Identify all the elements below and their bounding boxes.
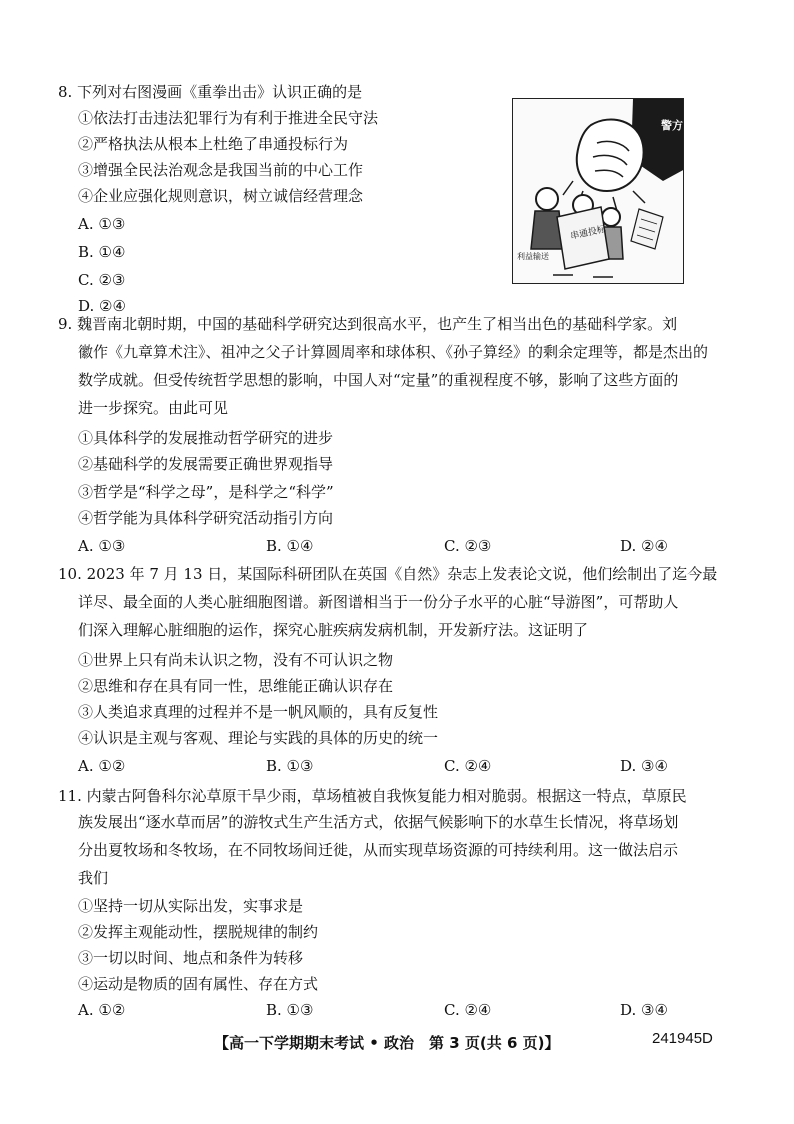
paper-label: 串通投标 [569,224,607,242]
q10-stem-line-2: 详尽、最全面的人类心脏细胞图谱。新图谱相当于一份分子水平的心脏“导游图”，可帮助人 [78,593,679,611]
q8-stem: 8. 下列对右图漫画《重拳出击》认识正确的是 [58,83,363,101]
q9-option-c: C. ②③ [444,537,492,555]
q9-item-3: ③哲学是“科学之母”，是科学之“科学” [78,483,334,501]
q10-option-b: B. ①③ [266,757,314,775]
person-left-head [536,188,558,210]
q11-option-d: D. ③④ [620,1001,668,1019]
q11-item-2: ②发挥主观能动性，摆脱规律的制约 [78,923,319,941]
q11-item-4: ④运动是物质的固有属性、存在方式 [78,975,319,993]
ground-lines [553,275,613,277]
q8-option-b: B. ①④ [78,243,126,261]
person-right-head [602,208,620,226]
q11-stem-line-2: 族发展出“逐水草而居”的游牧式生产生活方式，依据气候影响下的水草生长情况，将草场划 [78,813,679,831]
q10-stem-line-3: 们深入理解心脏细胞的运作，探究心脏疾病发病机制，开发新疗法。这证明了 [78,621,589,639]
q8-option-c: C. ②③ [78,271,126,289]
q9-option-b: B. ①④ [266,537,314,555]
q10-item-2: ②思维和存在具有同一性，思维能正确认识存在 [78,677,394,695]
page-footer: 【高一下学期期末考试 • 政治 第 3 页(共 6 页)】 [214,1034,560,1052]
q11-option-a: A. ①② [78,1001,126,1019]
q10-option-a: A. ①② [78,757,126,775]
q9-item-1: ①具体科学的发展推动哲学研究的进步 [78,429,334,447]
q10-stem-line-1: 10. 2023 年 7 月 13 日，某国际科研团队在英国《自然》杂志上发表论文说，他们绘制出了迄今最 [58,565,718,583]
q9-item-2: ②基础科学的发展需要正确世界观指导 [78,455,334,473]
q11-stem-line-4: 我们 [78,869,109,887]
q10-item-4: ④认识是主观与客观、理论与实践的具体的历史的统一 [78,729,439,747]
flying-paper [631,209,663,249]
q11-stem-line-3: 分出夏牧场和冬牧场，在不同牧场间迁徙，从而实现草场资源的可持续利用。这一做法启示 [78,841,679,859]
q10-options [0,756,794,776]
q10-item-1: ①世界上只有尚未认识之物，没有不可认识之物 [78,651,394,669]
q11-item-3: ③一切以时间、地点和条件为转移 [78,949,304,967]
q9-item-4: ④哲学能为具体科学研究活动指引方向 [78,509,334,527]
q11-options [0,1000,794,1020]
q8-item-1: ①依法打击违法犯罪行为有利于推进全民守法 [78,109,379,127]
side-label: 利益输送 [517,252,549,261]
sleeve-label: 警方 [661,119,683,132]
q9-stem-line-3: 数学成就。但受传统哲学思想的影响，中国人对“定量”的重视程度不够，影响了这些方面的 [78,371,679,389]
q8-option-a: A. ①③ [78,215,126,233]
q8-item-4: ④企业应强化规则意识，树立诚信经营理念 [78,187,364,205]
q9-option-a: A. ①③ [78,537,126,555]
q8-item-2: ②严格执法从根本上杜绝了串通投标行为 [78,135,349,153]
cartoon-drawing [513,99,684,284]
q11-item-1: ①坚持一切从实际出发，实事求是 [78,897,304,915]
q9-stem-line-1: 9. 魏晋南北朝时期，中国的基础科学研究达到很高水平，也产生了相当出色的基础科学家。刘 [58,315,678,333]
q11-option-c: C. ②④ [444,1001,492,1019]
q10-item-3: ③人类追求真理的过程并不是一帆风顺的，具有反复性 [78,703,439,721]
q8-option-d: D. ②④ [78,297,126,315]
q9-stem-line-2: 徽作《九章算术注》、祖冲之父子计算圆周率和球体积、《孙子算经》的剩余定理等，都是杰出的 [78,343,709,361]
q9-stem-line-4: 进一步探究。由此可见 [78,399,229,417]
cartoon-image [512,98,684,284]
q10-option-d: D. ③④ [620,757,668,775]
q9-option-d: D. ②④ [620,537,668,555]
q10-option-c: C. ②④ [444,757,492,775]
q8-item-3: ③增强全民法治观念是我国当前的中心工作 [78,161,364,179]
q11-stem-line-1: 11. 内蒙古阿鲁科尔沁草原干旱少雨，草场植被自我恢复能力相对脆弱。根据这一特点，草原民 [58,787,687,805]
q9-options [0,536,794,556]
exam-code: 241945D [652,1030,713,1047]
q11-option-b: B. ①③ [266,1001,314,1019]
